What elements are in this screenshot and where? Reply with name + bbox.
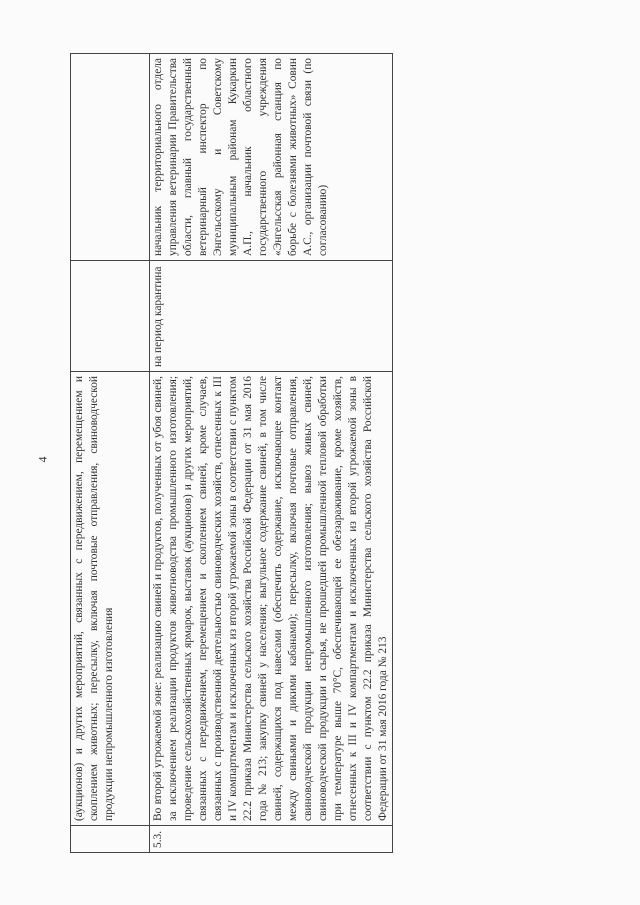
table-row bbox=[150, 53, 393, 852]
page-number: 4 bbox=[35, 456, 50, 463]
term-text: на период карантина bbox=[150, 260, 393, 371]
row-number bbox=[71, 825, 150, 852]
measure-text: Во второй угрожаемой зоне: реализацию свиней и продуктов, полученных от убоя свиней, за исключением реализации продуктов животноводства промышленного изготовления; проведение сельскохозяйственных ярмарок, выставок (аукционов) и других мероприятий, связанных с передвижением, перемещением и скоплением свиней, кроме случаев, связанных с производственной деятельностью свиноводческих хозяйств, отнесенных к III и IV компартментам и исключенных из второй угрожаемой зоны в соответствии с пунктом 22.2 приказа Министерства сельского хозяйства Российской Федерации от 31 мая 2016 года № 213; закупку свиней у населения; выгульное содержание свиней, в том числе свиней, содержащихся под навесами (обеспечить содержание, исключающее контакт между свиньями и дикими кабанами); пересылку, включая почтовые отправления, свиноводческой продукции непромышленного изготовления; вывоз живых свиней, свиноводческой продукции и сырья, не прошедшей промышленной тепловой обработки при температуре выше 70°С, обеспечивающей ее обеззараживание, кроме хозяйств, отнесенных к III и IV компартментам и исключенных из второй угрожаемой зоны в соответствии с пунктом 22.2 приказа Министерства сельского хозяйства Российской Федерации от 31 мая 2016 года № 213 bbox=[150, 371, 393, 825]
responsible-text: начальник территориального отдела управления ветеринарии Правительства области, главный государственный ветеринарный инспектор по Энгельсскому и Советскому муниципальным районам Кукаркин А.П., начальник областного государственного учреждения «Энгельсская районная станция по борьбе с болезнями животных» Совин А.С., организации почтовой связи (по согласованию) bbox=[150, 53, 393, 260]
term-text bbox=[71, 260, 150, 371]
table-row bbox=[71, 53, 150, 852]
row-number: 5.3. bbox=[150, 825, 393, 852]
rotated-page bbox=[70, 53, 570, 853]
measures-table bbox=[70, 53, 393, 853]
responsible-text bbox=[71, 53, 150, 260]
measure-text: (аукционов) и других мероприятий, связанных с передвижением, перемещением и скоплением животных; пересылку, включая почтовые отправления, свиноводческой продукции непромышленного изготовления bbox=[71, 371, 150, 825]
